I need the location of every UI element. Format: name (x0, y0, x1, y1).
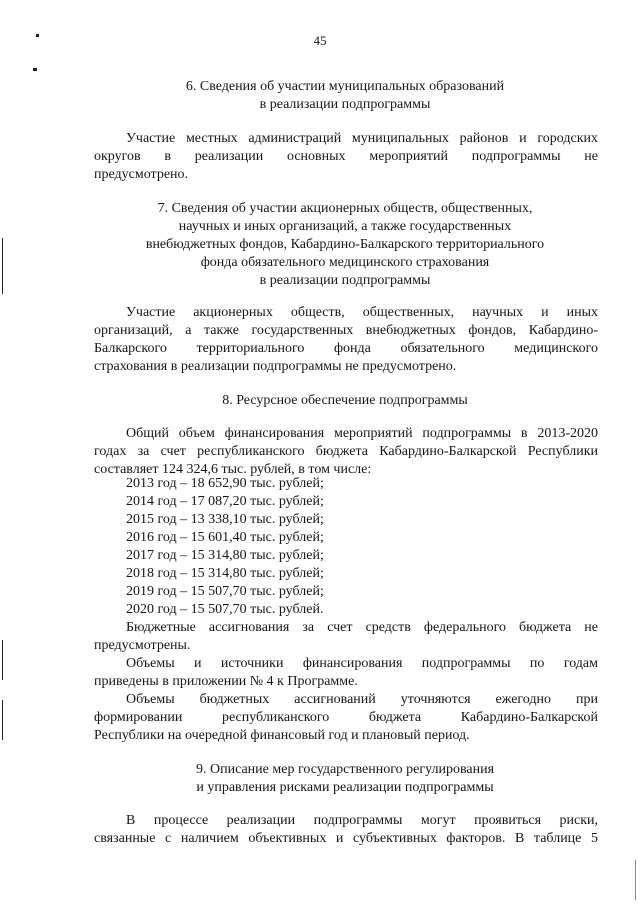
section-7-heading: 7. Сведения об участии акционерных обществ, общественных, научных и иных организаций, а также государственных внебюджетных фондов, Кабардино-Балкарского территориального фонда обязательного медицинского страхования в реализации подпрограммы (145, 201, 545, 288)
list-item: 2013 год – 18 652,90 тыс. рублей; (126, 476, 324, 491)
section-7-paragraph: Участие акционерных обществ, общественных, научных и иных организаций, а также государственных внебюджетных фондов, Кабардино- Балкарского территориального фонда обязательного медицинского страхования в реализации подпрограммы не предусмотрено. (94, 305, 598, 374)
list-item: 2014 год – 17 087,20 тыс. рублей; (126, 494, 324, 509)
section-9-paragraph: В процессе реализации подпрограммы могут проявиться риски, связанные с наличием объективных и субъективных факторов. В таблице 5 (94, 813, 598, 846)
section-6-heading: 6. Сведения об участии муниципальных образований в реализации подпрограммы (185, 79, 505, 112)
list-item: 2016 год – 15 601,40 тыс. рублей; (126, 530, 324, 545)
section-9-heading: 9. Описание мер государственного регулирования и управления рисками реализации подпрограммы (195, 762, 495, 795)
budget-refinement-paragraph: Объемы бюджетных ассигнований уточняются ежегодно при формировании республиканского бюджета Кабардино-Балкарской Республики на очередной финансовый год и плановый период. (94, 692, 598, 743)
section-8-heading: 8. Ресурсное обеспечение подпрограммы (222, 393, 468, 408)
yearly-funding-list (126, 475, 324, 619)
section-8-intro: Общий объем финансирования мероприятий подпрограммы в 2013-2020 годах за счет республиканского бюджета Кабардино-Балкарской Республики составляет 124 324,6 тыс. рублей, в том числе: (94, 426, 598, 477)
page-number: 45 (313, 33, 327, 48)
list-item: 2017 год – 15 314,80 тыс. рублей; (126, 548, 324, 563)
scan-margin-line (2, 238, 3, 294)
scan-dot (36, 34, 39, 37)
scan-dot (33, 68, 37, 71)
section-6-paragraph: Участие местных администраций муниципальных районов и городских округов в реализации основных мероприятий подпрограммы не предусмотрено. (94, 131, 598, 182)
list-item: 2015 год – 13 338,10 тыс. рублей; (126, 512, 324, 527)
scan-margin-line (2, 640, 3, 680)
list-item: 2020 год – 15 507,70 тыс. рублей. (126, 602, 324, 617)
list-item: 2018 год – 15 314,80 тыс. рублей; (126, 566, 324, 581)
scan-margin-line (2, 700, 3, 740)
funding-sources-paragraph: Объемы и источники финансирования подпрограммы по годам приведены в приложении № 4 к Программе. (94, 656, 598, 689)
list-item: 2019 год – 15 507,70 тыс. рублей; (126, 584, 324, 599)
federal-budget-paragraph: Бюджетные ассигнования за счет средств федерального бюджета не предусмотрены. (94, 620, 598, 653)
scan-edge-line (635, 860, 636, 900)
